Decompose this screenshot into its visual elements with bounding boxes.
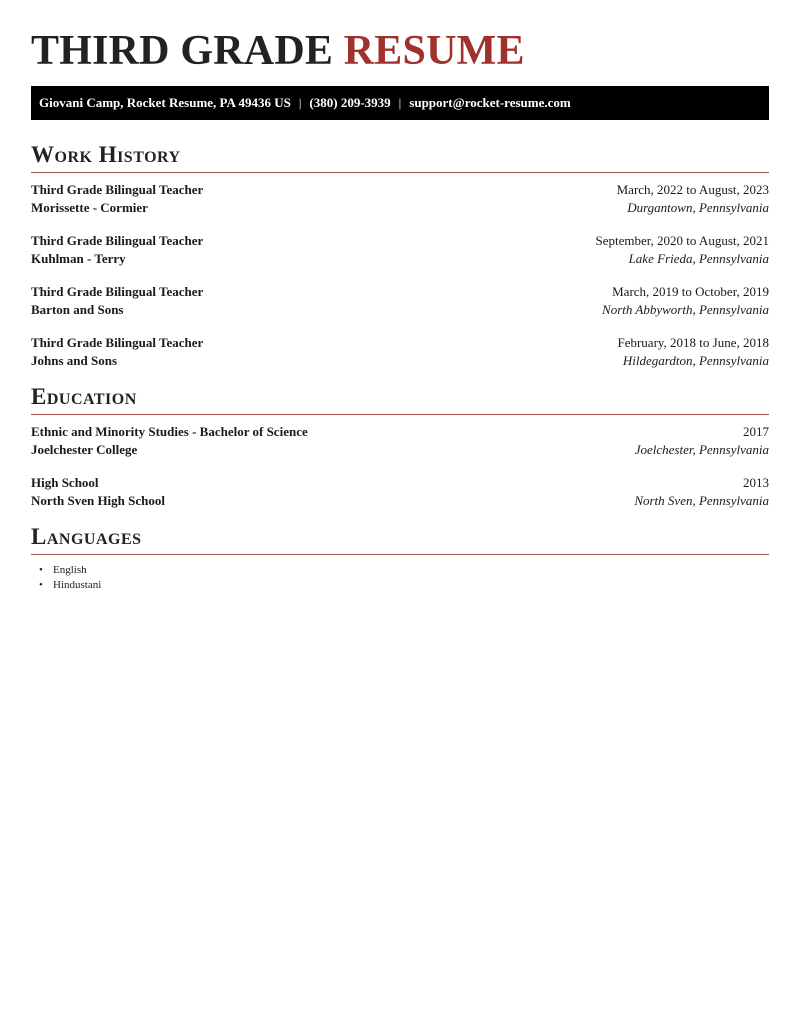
- job-location: Hildegardton, Pennsylvania: [622, 353, 769, 368]
- resume-title: [31, 28, 769, 74]
- work-entry: [31, 334, 769, 370]
- education-section: [31, 384, 769, 510]
- languages-list: [31, 555, 769, 593]
- job-title: Third Grade Bilingual Teacher: [31, 233, 204, 248]
- languages-heading: Languages: [31, 524, 769, 555]
- title-part-1: THIRD GRADE: [31, 28, 334, 74]
- job-location: North Abbyworth, Pennsylvania: [602, 302, 769, 317]
- work-entry: [31, 283, 769, 319]
- school-location: Joelchester, Pennsylvania: [634, 442, 769, 457]
- job-location: Lake Frieda, Pennsylvania: [628, 251, 769, 266]
- resume-page: [31, 0, 769, 593]
- job-dates: February, 2018 to June, 2018: [617, 335, 769, 350]
- contact-separator: |: [398, 95, 402, 110]
- graduation-year: 2017: [743, 424, 769, 439]
- title-part-2: RESUME: [343, 28, 525, 74]
- job-title: Third Grade Bilingual Teacher: [31, 284, 204, 299]
- contact-email: support@rocket-resume.com: [409, 95, 571, 110]
- bullet-icon: •: [39, 579, 43, 591]
- contact-separator: |: [298, 95, 302, 110]
- work-entry: [31, 232, 769, 268]
- employer-name: Morissette - Cormier: [31, 200, 148, 215]
- list-item: [39, 578, 769, 593]
- employer-name: Johns and Sons: [31, 353, 117, 368]
- language-name: English: [53, 564, 87, 576]
- job-dates: September, 2020 to August, 2021: [595, 233, 769, 248]
- work-history-heading: Work History: [31, 142, 769, 173]
- job-dates: March, 2022 to August, 2023: [616, 182, 769, 197]
- degree-name: High School: [31, 475, 99, 490]
- degree-name: Ethnic and Minority Studies - Bachelor of Science: [31, 424, 308, 439]
- job-title: Third Grade Bilingual Teacher: [31, 335, 204, 350]
- work-history-section: [31, 142, 769, 370]
- school-location: North Sven, Pennsylvania: [634, 493, 769, 508]
- list-item: [39, 563, 769, 578]
- contact-phone: (380) 209-3939: [309, 95, 391, 110]
- contact-bar: [31, 86, 769, 120]
- school-name: North Sven High School: [31, 493, 165, 508]
- school-name: Joelchester College: [31, 442, 138, 457]
- graduation-year: 2013: [743, 475, 769, 490]
- education-heading: Education: [31, 384, 769, 415]
- education-entry: [31, 423, 769, 459]
- employer-name: Kuhlman - Terry: [31, 251, 126, 266]
- job-location: Durgantown, Pennsylvania: [627, 200, 769, 215]
- job-title: Third Grade Bilingual Teacher: [31, 182, 204, 197]
- education-entry: [31, 474, 769, 510]
- languages-section: [31, 524, 769, 593]
- language-name: Hindustani: [53, 579, 102, 591]
- contact-address: Giovani Camp, Rocket Resume, PA 49436 US: [39, 95, 291, 110]
- bullet-icon: •: [39, 564, 43, 576]
- employer-name: Barton and Sons: [31, 302, 124, 317]
- work-entry: [31, 181, 769, 217]
- job-dates: March, 2019 to October, 2019: [612, 284, 769, 299]
